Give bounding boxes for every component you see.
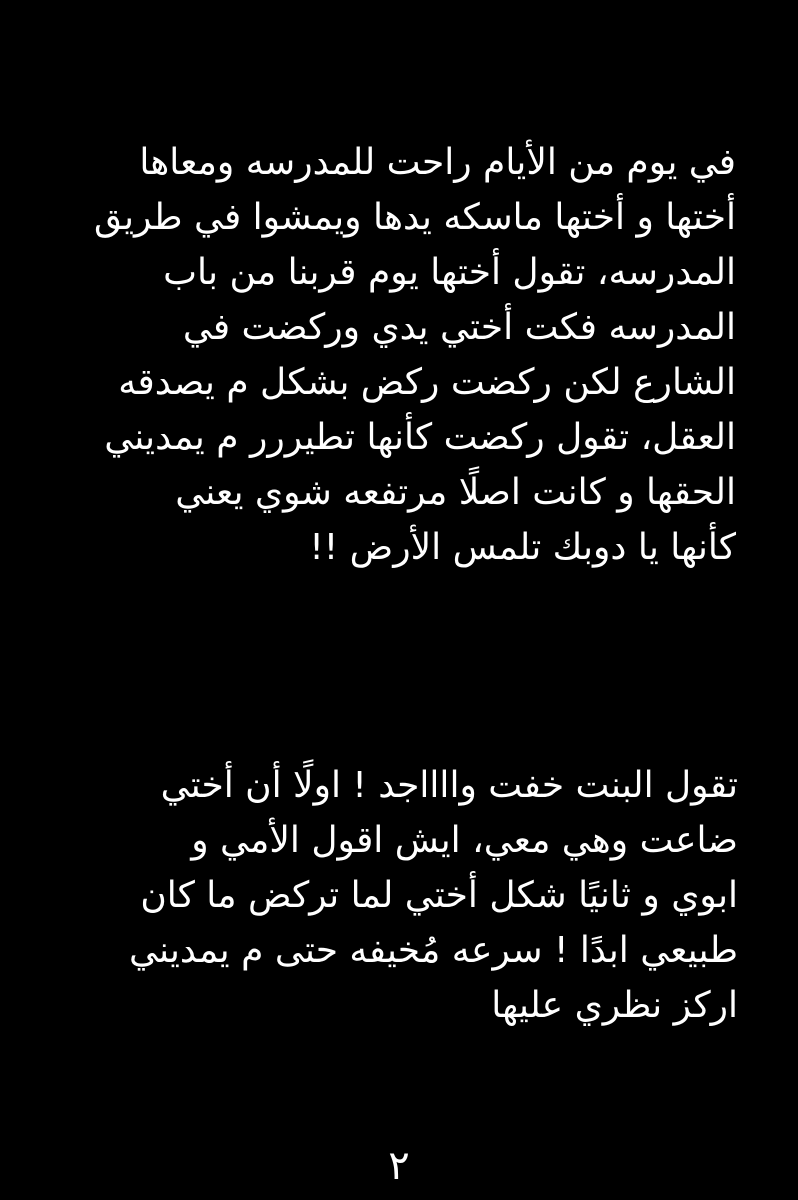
- paragraph-1-line: الحقها و كانت اصلًا مرتفعه شوي يعني: [175, 472, 736, 513]
- paragraph-2-line: طبيعي ابدًا ! سرعه مُخيفه حتى م يمديني: [129, 930, 738, 971]
- paragraph-1-line: العقل، تقول ركضت كأنها تطيررر م يمديني: [104, 417, 736, 458]
- paragraph-2-line: تقول البنت خفت وااااجد ! اولًا أن أختي: [160, 765, 738, 806]
- paragraph-2-line: ضاعت وهي معي، ايش اقول الأمي و: [191, 820, 738, 861]
- paragraph-1-line: الشارع لكن ركضت ركض بشكل م يصدقه: [118, 362, 736, 403]
- story-paragraph-2: [78, 758, 738, 1033]
- paragraph-1-line: كأنها يا دوبك تلمس الأرض !!: [309, 527, 736, 568]
- paragraph-1-line: المدرسه، تقول أختها يوم قربنا من باب: [163, 252, 736, 293]
- story-paragraph-1: [46, 135, 736, 575]
- paragraph-1-line: المدرسه فكت أختي يدي وركضت في: [182, 307, 736, 348]
- paragraph-1-line: أختها و أختها ماسكه يدها ويمشوا في طريق: [93, 197, 736, 238]
- page-number: ٢: [388, 1143, 410, 1189]
- paragraph-2-line: اركز نظري عليها: [491, 985, 738, 1026]
- paragraph-2-line: ابوي و ثانيًا شكل أختي لما تركض ما كان: [140, 875, 738, 916]
- paragraph-1-line: في يوم من الأيام راحت للمدرسه ومعاها: [139, 142, 736, 183]
